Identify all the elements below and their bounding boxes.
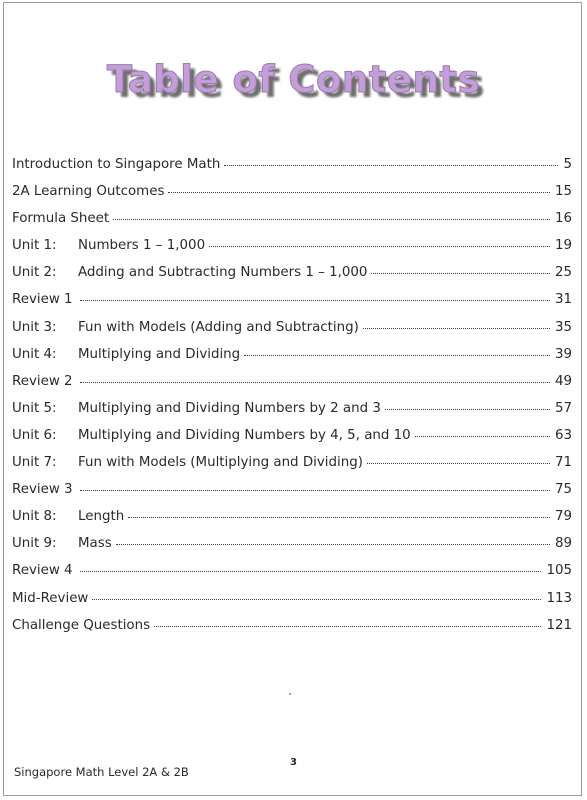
toc-entry bbox=[12, 591, 572, 618]
toc-entry-page: 5 bbox=[563, 157, 572, 172]
toc-entry-page: 121 bbox=[546, 617, 572, 633]
toc-entry bbox=[12, 238, 572, 265]
dot-leader bbox=[154, 625, 541, 627]
toc-entry-unit: Unit 1: bbox=[12, 238, 57, 254]
footer-text: Singapore Math Level 2A & 2B bbox=[14, 765, 189, 779]
toc-entry-title: Mass bbox=[78, 536, 112, 552]
toc-entry-unit: Unit 5: bbox=[12, 400, 57, 416]
toc-entry-title: Multiplying and Dividing Numbers by 4, 5, and 10 bbox=[78, 427, 411, 443]
toc-entry-unit: Review 4 bbox=[12, 563, 73, 579]
toc-entry-title: Challenge Questions bbox=[12, 617, 151, 633]
toc-entry bbox=[12, 211, 572, 238]
dot-leader bbox=[385, 408, 550, 410]
toc-entry-page: 49 bbox=[554, 373, 572, 389]
toc-entry-unit: Unit 2: bbox=[12, 265, 57, 281]
dot-leader bbox=[363, 327, 550, 329]
toc-entry-unit: Unit 3: bbox=[12, 319, 57, 335]
toc-entry bbox=[12, 428, 572, 455]
toc-entry-title: Introduction to Singapore Math bbox=[12, 157, 221, 172]
toc-entry-title: Adding and Subtracting Numbers 1 – 1,000 bbox=[78, 265, 368, 281]
dot-leader bbox=[113, 218, 550, 220]
toc-entry bbox=[12, 401, 572, 428]
toc-entry-page: 105 bbox=[546, 563, 572, 579]
toc-entry-page: 57 bbox=[554, 400, 572, 416]
toc-entry-page: 39 bbox=[554, 346, 572, 362]
dot-leader bbox=[80, 299, 550, 301]
toc-entry-title: 2A Learning Outcomes bbox=[12, 184, 165, 200]
dot-leader bbox=[244, 354, 550, 356]
toc-entry-unit: Unit 8: bbox=[12, 509, 57, 525]
toc-entry-unit: Unit 4: bbox=[12, 346, 57, 362]
toc-entry-unit: Review 3 bbox=[12, 482, 73, 498]
toc-entry bbox=[12, 374, 572, 401]
toc-entry-title: Multiplying and Dividing bbox=[78, 346, 241, 362]
toc-entry-unit: Review 1 bbox=[12, 292, 73, 308]
dot-leader bbox=[128, 516, 550, 518]
toc-entry-page: 25 bbox=[554, 265, 572, 281]
page-title: Table of Contents bbox=[106, 58, 481, 101]
dot-leader bbox=[92, 598, 541, 600]
page-number: 3 bbox=[290, 757, 297, 768]
dot-leader bbox=[80, 381, 550, 383]
toc-entry-title: Length bbox=[78, 509, 125, 525]
dot-leader bbox=[80, 489, 550, 491]
toc-entry-title: Fun with Models (Adding and Subtracting) bbox=[78, 319, 359, 335]
table-of-contents bbox=[12, 157, 572, 645]
toc-entry-unit: Unit 6: bbox=[12, 427, 57, 443]
toc-entry-page: 79 bbox=[554, 509, 572, 525]
toc-entry bbox=[12, 292, 572, 319]
toc-entry-unit: Unit 7: bbox=[12, 455, 57, 471]
toc-entry bbox=[12, 347, 572, 374]
dot-leader bbox=[371, 272, 550, 274]
dot-leader bbox=[168, 191, 550, 193]
toc-entry-page: 63 bbox=[554, 427, 572, 443]
toc-entry-page: 15 bbox=[554, 184, 572, 200]
toc-entry bbox=[12, 320, 572, 347]
toc-entry-unit: Review 2 bbox=[12, 373, 73, 389]
toc-entry bbox=[12, 536, 572, 563]
toc-entry-page: 19 bbox=[554, 238, 572, 254]
toc-entry bbox=[12, 563, 572, 590]
toc-entry-page: 35 bbox=[554, 319, 572, 335]
dot-leader bbox=[415, 435, 550, 437]
toc-entry bbox=[12, 509, 572, 536]
toc-entry-unit: Unit 9: bbox=[12, 536, 57, 552]
toc-entry-page: 113 bbox=[546, 590, 572, 606]
scan-speck bbox=[289, 693, 291, 695]
dot-leader bbox=[367, 462, 550, 464]
toc-entry bbox=[12, 265, 572, 292]
dot-leader bbox=[116, 543, 550, 545]
toc-entry bbox=[12, 618, 572, 645]
toc-entry bbox=[12, 184, 572, 211]
toc-entry-title: Fun with Models (Multiplying and Dividing) bbox=[78, 455, 363, 471]
toc-entry bbox=[12, 482, 572, 509]
toc-entry-page: 71 bbox=[554, 455, 572, 471]
dot-leader bbox=[224, 164, 558, 166]
toc-entry-title: Mid-Review bbox=[12, 590, 89, 606]
dot-leader bbox=[209, 245, 550, 247]
toc-entry-page: 89 bbox=[554, 536, 572, 552]
toc-entry-title: Numbers 1 – 1,000 bbox=[78, 238, 206, 254]
dot-leader bbox=[80, 570, 541, 572]
toc-entry-page: 75 bbox=[554, 482, 572, 498]
toc-entry bbox=[12, 157, 572, 184]
toc-entry-page: 31 bbox=[554, 292, 572, 308]
toc-entry-title: Multiplying and Dividing Numbers by 2 and 3 bbox=[78, 400, 381, 416]
toc-entry bbox=[12, 455, 572, 482]
toc-entry-title: Formula Sheet bbox=[12, 211, 110, 227]
toc-entry-page: 16 bbox=[554, 211, 572, 227]
